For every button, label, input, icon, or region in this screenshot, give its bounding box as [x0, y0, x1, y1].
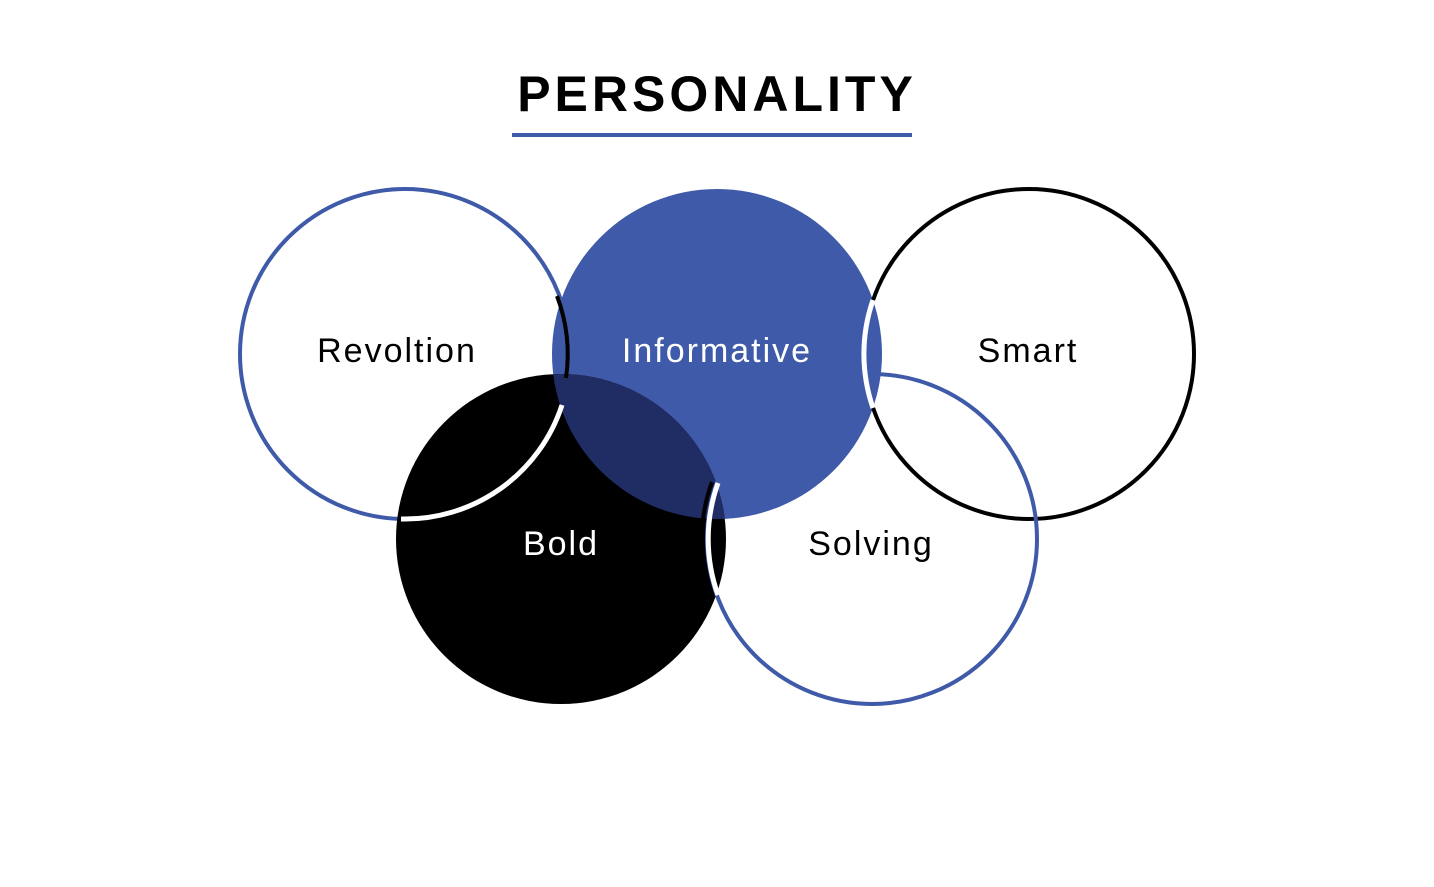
label-informative: Informative — [621, 332, 813, 370]
label-revoltion: Revoltion — [317, 332, 477, 370]
label-solving: Solving — [808, 525, 934, 563]
page-title: PERSONALITY — [517, 66, 917, 122]
label-smart: Smart — [977, 332, 1079, 370]
label-bold: Bold — [522, 525, 600, 563]
